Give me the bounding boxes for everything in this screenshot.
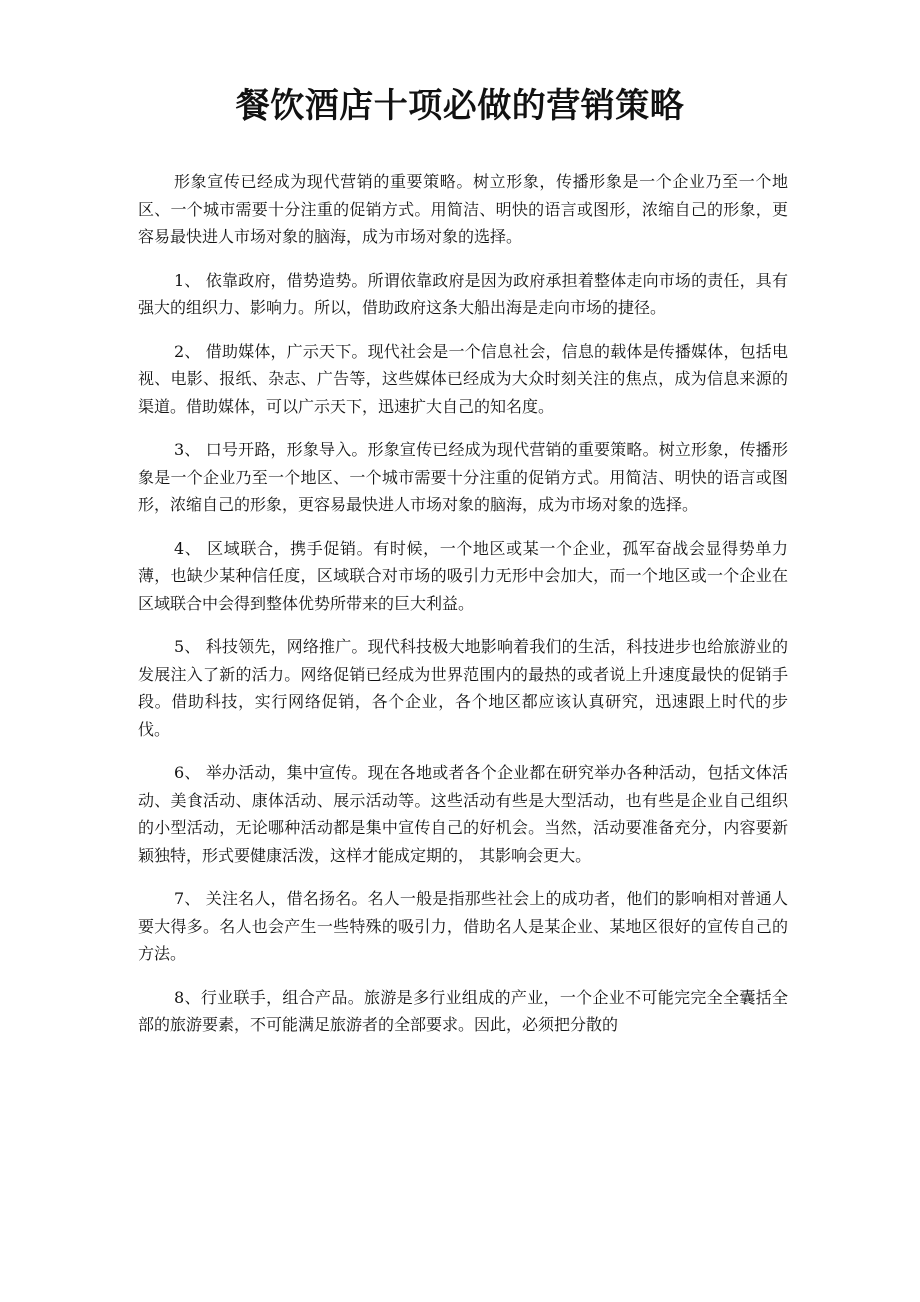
paragraph-strategy-8: 8、行业联手，组合产品。旅游是多行业组成的产业，一个企业不可能完完全全囊括全部的旅游要素，不可能满足旅游者的全部要求。因此，必须把分散的 [138, 987, 788, 1034]
page-title: 餐饮酒店十项必做的营销策略 [235, 86, 685, 126]
paragraph-strategy-2: 2、 借助媒体，广示天下。现代社会是一个信息社会，信息的载体是传播媒体，包括电视、电影、报纸、杂志、广告等，这些媒体已经成为大众时刻关注的焦点，成为信息来源的渠道。借助媒体，可以广示天下，迅速扩大自己的知名度。 [138, 341, 788, 416]
paragraph-strategy-7: 7、 关注名人，借名扬名。名人一般是指那些社会上的成功者，他们的影响相对普通人要大得多。名人也会产生一些特殊的吸引力，借助名人是某企业、某地区很好的宣传自己的方法。 [138, 889, 788, 963]
document-body [138, 168, 788, 1055]
paragraph-strategy-5: 5、 科技领先，网络推广。现代科技极大地影响着我们的生活，科技进步也给旅游业的发展注入了新的活力。网络促销已经成为世界范围内的最热的或者说上升速度最快的促销手段。借助科技，实行网络促销，各个企业，各个地区都应该认真研究，迅速跟上时代的步伐。 [138, 637, 788, 739]
paragraph-strategy-1: 1、 依靠政府，借势造势。所谓依靠政府是因为政府承担着整体走向市场的责任，具有强大的组织力、影响力。所以，借助政府这条大船出海是走向市场的捷径。 [138, 270, 788, 317]
paragraph-strategy-6: 6、 举办活动，集中宣传。现在各地或者各个企业都在研究举办各种活动，包括文体活动、美食活动、康体活动、展示活动等。这些活动有些是大型活动，也有些是企业自己组织的小型活动，无论哪种活动都是集中宣传自己的好机会。当然，活动要准备充分，内容要新颖独特，形式要健康活泼，这样才能成定期的， 其影响会更大。 [138, 763, 788, 865]
paragraph-strategy-3: 3、 口号开路，形象导入。形象宣传已经成为现代营销的重要策略。树立形象，传播形象是一个企业乃至一个地区、一个城市需要十分注重的促销方式。用简洁、明快的语言或图形，浓缩自己的形象，更容易最快进人市场对象的脑海，成为市场对象的选择。 [138, 440, 788, 514]
paragraph-intro: 形象宣传已经成为现代营销的重要策略。树立形象，传播形象是一个企业乃至一个地区、一个城市需要十分注重的促销方式。用简洁、明快的语言或图形，浓缩自己的形象，更容易最快进人市场对象的脑海，成为市场对象的选择。 [138, 172, 788, 246]
paragraph-strategy-4: 4、 区域联合，携手促销。有时候，一个地区或某一个企业，孤军奋战会显得势单力薄，也缺少某种信任度，区域联合对市场的吸引力无形中会加大，而一个地区或一个企业在区域联合中会得到整体优势所带来的巨大利益。 [138, 538, 788, 613]
